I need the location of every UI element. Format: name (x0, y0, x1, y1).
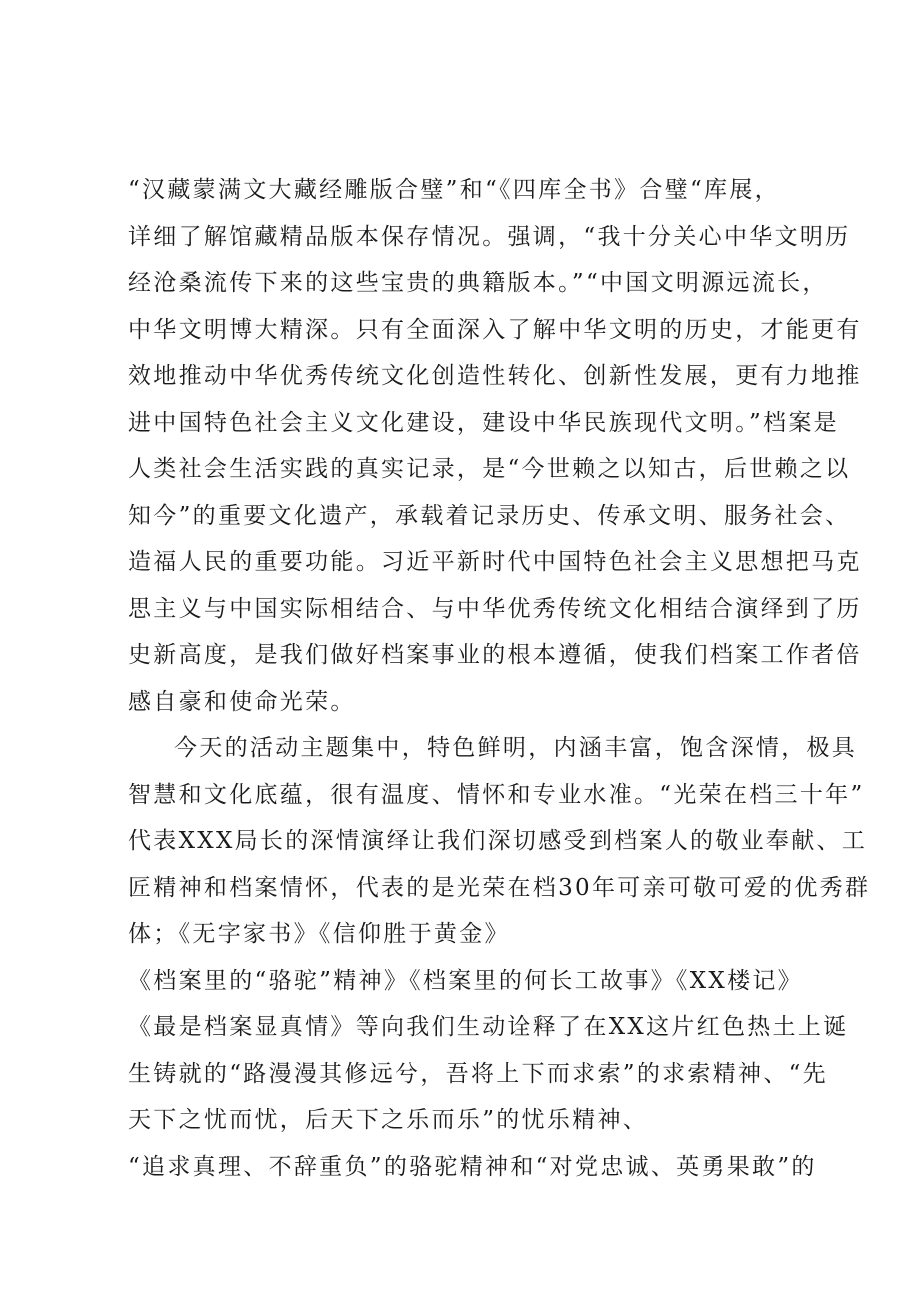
paragraph-start-line: 今天的活动主题集中，特色鲜明，内涵丰富，饱含深情，极具 (174, 735, 858, 761)
text-line: 造福人民的重要功能。习近平新时代中国特色社会主义思想把马克 (128, 549, 862, 575)
text-line: 思主义与中国实际相结合、与中华优秀传统文化相结合演绎到了历 (128, 595, 862, 622)
text-line: 详细了解馆藏精品版本保存情况。强调，“我十分关心中华文明历 (128, 223, 851, 250)
text-line: 生铸就的“路漫漫其修远兮，吾将上下而求索”的求索精神、“先 (128, 1060, 828, 1087)
text-line: “追求真理、不辞重负”的骆驼精神和“对党忠诚、英勇果敢”的 (128, 1153, 817, 1180)
text-line: 史新高度，是我们做好档案事业的根本遵循，使我们档案工作者倍 (128, 642, 862, 668)
text-line: 经沧桑流传下来的这些宝贵的典籍版本。”“中国文明源远流长， (128, 270, 828, 296)
text-line: 匠精神和档案情怀，代表的是光荣在档30年可亲可敬可爱的优秀群 (128, 874, 871, 901)
text-line: “汉藏蒙满文大藏经雕版合璧”和“《四库全书》合璧“库展， (128, 177, 780, 203)
text-line: 人类社会生活实践的真实记录，是“今世赖之以知古，后世赖之以 (128, 456, 851, 482)
text-line: 中华文明博大精深。只有全面深入了解中华文明的历史，才能更有 (128, 316, 862, 343)
text-line: 代表XXX局长的深情演绎让我们深切感受到档案人的敬业奉献、工 (128, 828, 868, 854)
text-line: 感自豪和使命光荣。 (128, 688, 356, 715)
text-line: 《最是档案显真情》等向我们生动诠释了在XX这片红色热土上诞 (128, 1014, 849, 1040)
text-line: 知今”的重要文化遗产，承载着记录历史、传承文明、服务社会、 (128, 502, 851, 529)
text-line: 体；《无字家书》《信仰胜于黄金》 (128, 921, 510, 947)
text-line: 进中国特色社会主义文化建设，建设中华民族现代文明。”档案是 (128, 409, 839, 436)
text-line: 《档案里的“骆驼”精神》《档案里的何长工故事》《XX楼记》 (128, 967, 803, 994)
text-line: 天下之忧而忧，后天下之乐而乐”的忧乐精神、 (128, 1107, 649, 1133)
text-line: 效地推动中华优秀传统文化创造性转化、创新性发展，更有力地推 (128, 363, 862, 389)
text-line: 智慧和文化底蕴，很有温度、情怀和专业水准。“光荣在档三十年” (128, 781, 865, 808)
